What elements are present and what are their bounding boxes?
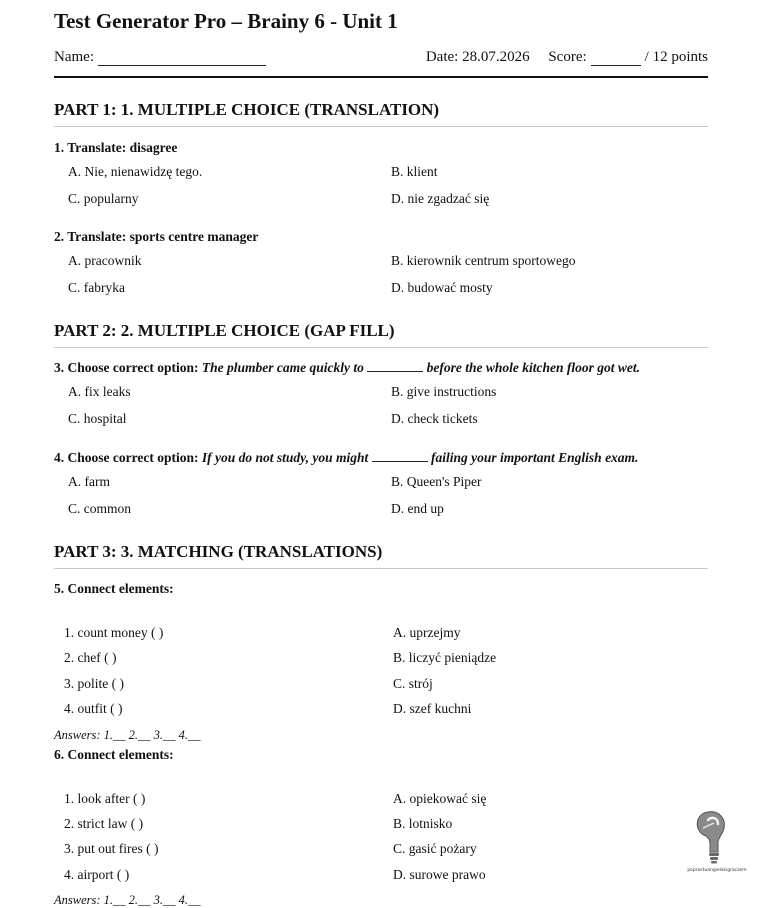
- name-blank-line: [98, 51, 266, 66]
- question-2: [54, 229, 708, 313]
- question-options: [54, 253, 708, 313]
- name-field: [54, 49, 266, 66]
- option-d: D. check tickets: [391, 411, 478, 426]
- match-right-item: D. surowe prawo: [393, 867, 486, 882]
- part-divider: [54, 568, 708, 569]
- part-1-header: [54, 100, 708, 127]
- sentence-before: The plumber came quickly to: [201, 360, 364, 375]
- gap-blank: [367, 361, 423, 372]
- sentence-after: failing your important English exam.: [431, 450, 639, 465]
- option-a: A. Nie, nienawidzę tego.: [68, 164, 203, 179]
- question-title: 6. Connect elements:: [54, 747, 174, 762]
- question-title: 1. Translate: disagree: [54, 140, 178, 155]
- matching-6: [54, 747, 708, 908]
- question-options: [54, 474, 708, 534]
- logo-text: poprostuangielskigraczem: [687, 868, 747, 873]
- question-4: [54, 450, 708, 534]
- option-b: B. Queen's Piper: [391, 474, 482, 489]
- question-3: [54, 360, 708, 444]
- date-score: [426, 49, 708, 66]
- date-label: Date: 28.07.2026: [425, 49, 530, 65]
- match-left-item: 1. count money ( ): [64, 625, 164, 640]
- answers-line: Answers: 1.__ 2.__ 3.__ 4.__: [54, 893, 201, 907]
- question-title: 5. Connect elements:: [54, 581, 174, 596]
- option-a: A. farm: [68, 474, 110, 489]
- option-c: C. common: [68, 501, 131, 516]
- matching-columns: [54, 607, 708, 716]
- match-left-item: 2. chef ( ): [64, 650, 117, 665]
- match-left-item: 4. airport ( ): [64, 867, 130, 882]
- match-left-item: 4. outfit ( ): [64, 701, 123, 716]
- matching-columns: [54, 773, 708, 882]
- match-left-item: 1. look after ( ): [64, 791, 146, 806]
- part-divider: [54, 347, 708, 348]
- option-d: D. budować mosty: [391, 280, 493, 295]
- option-d: D. end up: [391, 501, 444, 516]
- score-points: / 12 points: [644, 49, 708, 65]
- brand-logo: [672, 808, 762, 880]
- match-right-item: B. liczyć pieniądze: [393, 650, 497, 665]
- match-left-item: 3. polite ( ): [64, 676, 124, 691]
- score-blank-line: [591, 51, 641, 66]
- page-title: Test Generator Pro – Brainy 6 - Unit 1: [54, 9, 398, 33]
- match-right-item: A. uprzejmy: [393, 625, 461, 640]
- gap-blank: [372, 451, 428, 462]
- option-a: A. fix leaks: [68, 384, 131, 399]
- option-b: B. klient: [391, 164, 438, 179]
- part-divider: [54, 126, 708, 127]
- match-right-item: D. szef kuchni: [393, 701, 472, 716]
- question-prefix: 4. Choose correct option:: [54, 450, 199, 465]
- match-right-item: C. gasić pożary: [393, 841, 477, 856]
- part-title: PART 2: 2. MULTIPLE CHOICE (GAP FILL): [54, 321, 395, 340]
- option-c: C. fabryka: [68, 280, 125, 295]
- question-prefix: 3. Choose correct option:: [54, 360, 199, 375]
- name-label: Name:: [54, 49, 94, 65]
- match-right-item: C. strój: [393, 676, 433, 691]
- lightbulb-icon: [672, 808, 762, 868]
- option-c: C. hospital: [68, 411, 127, 426]
- score-label: Score:: [548, 49, 587, 65]
- part-3-header: [54, 542, 708, 569]
- part-2-header: [54, 321, 708, 348]
- option-b: B. kierownik centrum sportowego: [391, 253, 576, 268]
- part-title: PART 3: 3. MATCHING (TRANSLATIONS): [54, 542, 383, 561]
- question-1: [54, 140, 708, 224]
- question-title: 2. Translate: sports centre manager: [54, 229, 259, 244]
- question-title: [54, 450, 708, 466]
- option-d: D. nie zgadzać się: [391, 191, 490, 206]
- part-title: PART 1: 1. MULTIPLE CHOICE (TRANSLATION): [54, 100, 440, 119]
- option-c: C. popularny: [68, 191, 139, 206]
- match-left-item: 2. strict law ( ): [64, 816, 144, 831]
- question-title: [54, 360, 708, 376]
- option-b: B. give instructions: [391, 384, 497, 399]
- sentence-before: If you do not study, you might: [201, 450, 369, 465]
- question-options: [54, 164, 708, 224]
- match-left-item: 3. put out fires ( ): [64, 841, 159, 856]
- question-options: [54, 384, 708, 444]
- match-right-item: B. lotnisko: [393, 816, 453, 831]
- header-divider: [54, 76, 708, 78]
- match-right-item: A. opiekować się: [393, 791, 487, 806]
- header-fields: [54, 49, 708, 69]
- sentence-after: before the whole kitchen floor got wet.: [426, 360, 640, 375]
- option-a: A. pracownik: [68, 253, 142, 268]
- answers-line: Answers: 1.__ 2.__ 3.__ 4.__: [54, 728, 201, 742]
- matching-5: [54, 581, 708, 743]
